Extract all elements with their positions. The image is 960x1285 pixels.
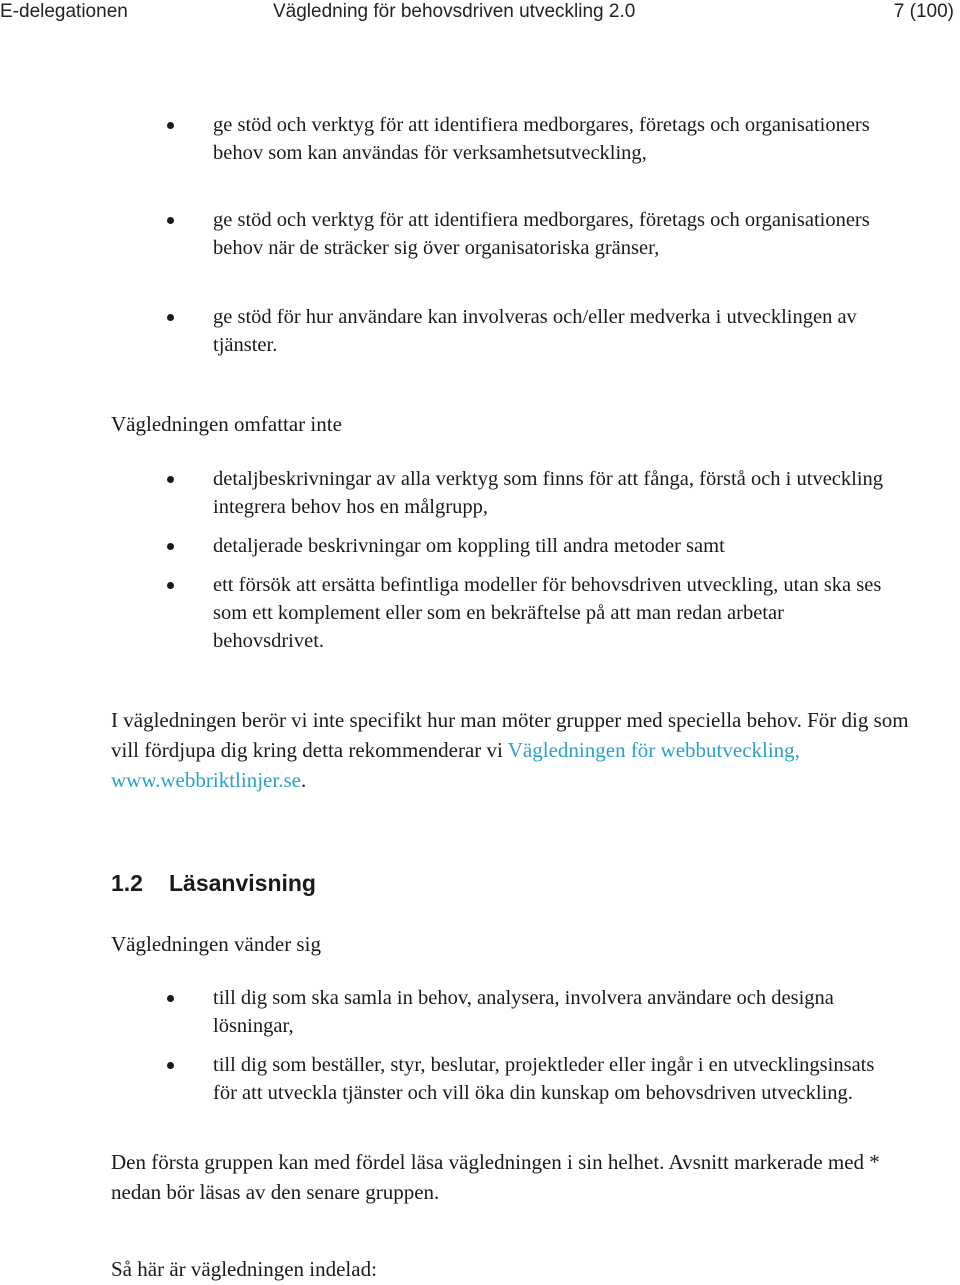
list-item [213, 984, 893, 1040]
list-item-text: ge stöd för hur användare kan involveras och/eller medverka i utvecklingen av tjänster. [213, 306, 857, 356]
structure-intro: Så här är vägledningen indelad: [111, 1257, 377, 1281]
list-item-text: till dig som ska samla in behov, analysera, involvera användare och designa lösningar, [213, 987, 834, 1037]
page-header [0, 0, 960, 28]
not-covered-intro: Vägledningen omfattar inte [111, 412, 342, 436]
header-document-title: Vägledning för behovsdriven utveckling 2.0 [273, 1, 636, 22]
list-item-text: detaljerade beskrivningar om koppling till andra metoder samt [213, 535, 725, 557]
bullet-icon [167, 122, 174, 129]
bullet-icon [167, 1062, 174, 1069]
list-item [213, 465, 893, 521]
header-organization: E-delegationen [0, 1, 128, 22]
list-item-text: ett försök att ersätta befintliga modeller för behovsdriven utveckling, utan ska ses som ett komplement eller som en bekräftelse på att man redan arbetar behovsdrivet. [213, 574, 882, 652]
list-item-text: ge stöd och verktyg för att identifiera medborgares, företags och organisationers behov när de sträcker sig över organisatoriska gränser, [213, 209, 870, 259]
list-item [213, 111, 893, 167]
special-needs-end: . [300, 768, 307, 792]
bullet-icon [167, 314, 174, 321]
bullet-icon [167, 476, 174, 483]
header-page-number: 7 (100) [893, 1, 954, 22]
bullet-icon [167, 995, 174, 1002]
section-title: Läsanvisning [169, 870, 316, 896]
list-item-text: till dig som beställer, styr, beslutar, projektleder eller ingår i en utvecklingsinsats för att utveckla tjänster och vill öka din kunskap om behovsdriven utveckling. [213, 1054, 875, 1104]
bullet-icon [167, 217, 174, 224]
section-number: 1.2 [111, 870, 143, 896]
bullet-icon [167, 582, 174, 589]
reading-note: Den första gruppen kan med fördel läsa vägledningen i sin helhet. Avsnitt markerade med * nedan bör läsas av den senare gruppen. [111, 1150, 880, 1204]
list-item [213, 1051, 893, 1107]
list-item [213, 303, 893, 359]
audience-intro: Vägledningen vänder sig [111, 932, 321, 956]
list-item-text: detaljbeskrivningar av alla verktyg som finns för att fånga, förstå och i utveckling integrera behov hos en målgrupp, [213, 468, 884, 518]
list-item [213, 571, 893, 655]
list-item [213, 206, 893, 262]
bullet-icon [167, 543, 174, 550]
list-item [213, 532, 893, 560]
section-heading [111, 870, 316, 897]
list-item-text: ge stöd och verktyg för att identifiera medborgares, företags och organisationers behov som kan användas för verksamhetsutveckling, [213, 114, 870, 164]
special-needs-paragraph [111, 705, 911, 795]
webbriktlinjer-link[interactable]: Vägledningen för webbutveckling, www.webbriktlinjer.se [111, 738, 800, 792]
special-needs-text: I vägledningen berör vi inte specifikt hur man möter grupper med speciella behov. För dig som vill fördjupa dig kring detta rekommenderar vi [111, 708, 909, 762]
